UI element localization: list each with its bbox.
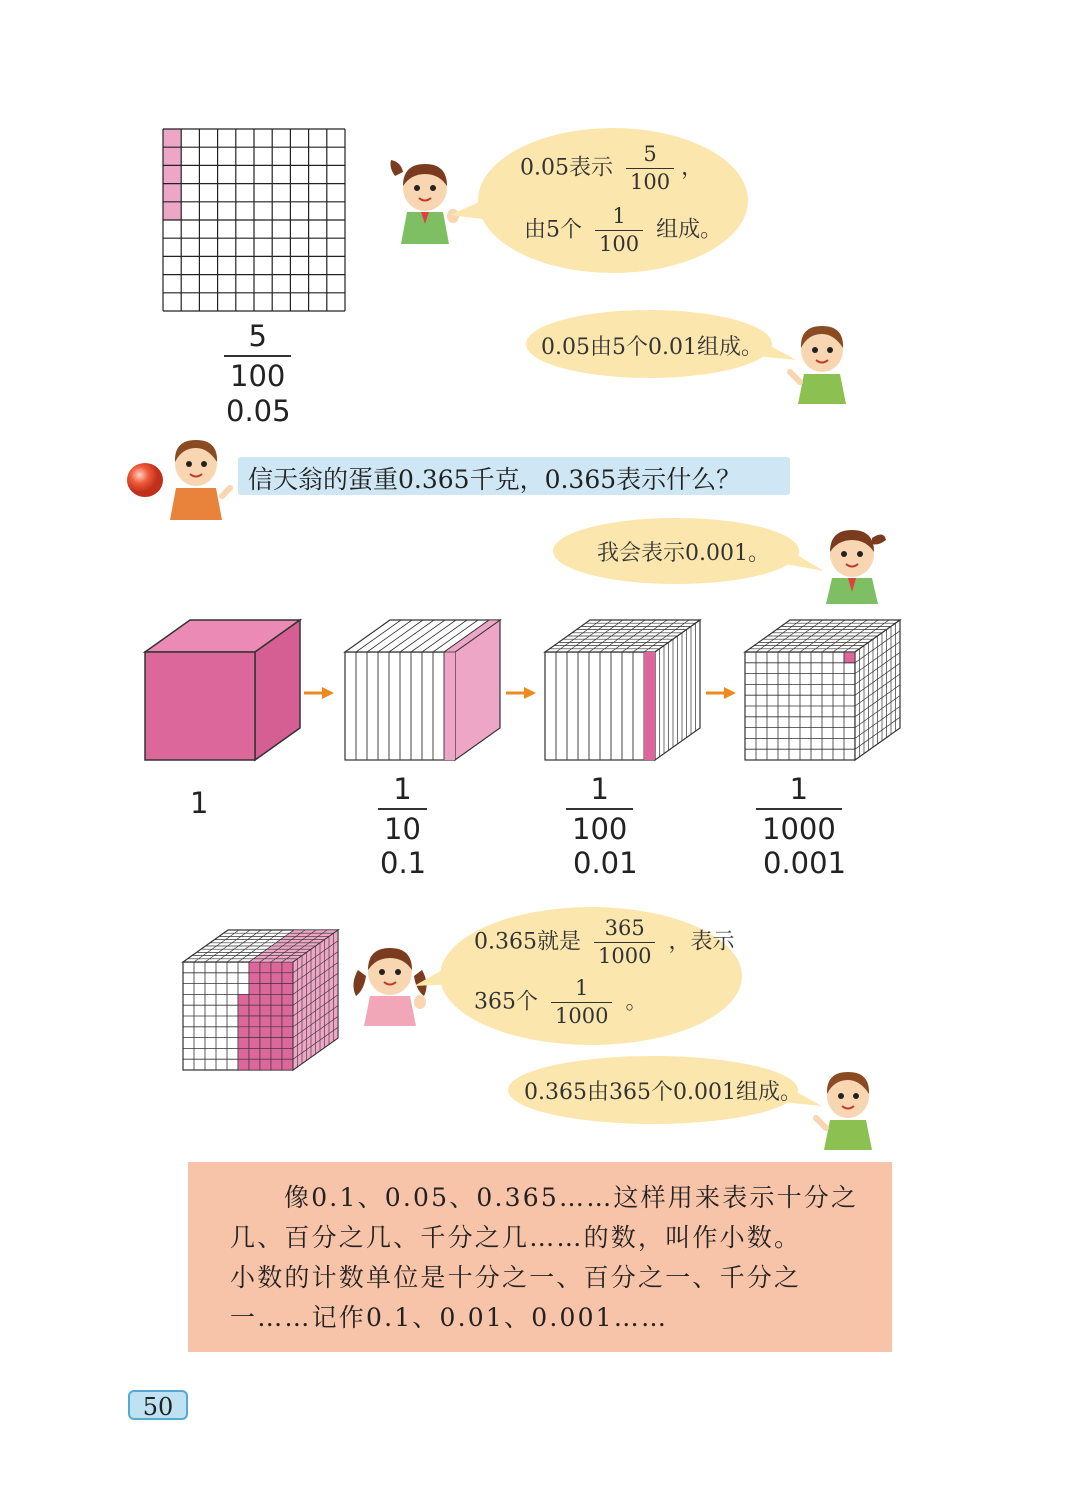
fraction-numerator: 1 <box>612 204 626 228</box>
fraction-denominator: 1000 <box>551 1002 612 1027</box>
bubble-boy-bottom-text: 0.365由365个0.001组成。 <box>524 1080 802 1105</box>
cube-one <box>140 616 304 766</box>
cube-tenth <box>340 616 504 766</box>
fraction-numerator: 365 <box>604 916 645 940</box>
bubble-text: 。 <box>625 989 648 1015</box>
boy-character-icon <box>810 1068 882 1150</box>
cube-fraction-thousandth <box>756 772 842 846</box>
fraction-numerator: 5 <box>643 142 657 166</box>
grid-fraction <box>224 319 291 393</box>
question-text: 信天翁的蛋重0.365千克，0.365表示什么？ <box>248 465 742 494</box>
fraction <box>594 918 655 967</box>
grid-fraction-denominator: 100 <box>224 355 291 391</box>
bubble-girl-mid-text: 我会表示0.001。 <box>597 541 770 566</box>
girl-character-icon <box>812 524 892 604</box>
cube-decimal-thousandth: 0.001 <box>763 846 847 880</box>
grid-decimal: 0.05 <box>226 394 291 428</box>
fraction-denominator: 100 <box>595 230 643 255</box>
fraction-denominator: 100 <box>626 168 674 193</box>
definition-line-2: 几、百分之几、千分之几……的数，叫作小数。 <box>230 1223 802 1252</box>
fraction-denominator: 100 <box>566 808 633 844</box>
definition-line-4: 一……记作0.1、0.01、0.001…… <box>230 1303 669 1332</box>
bubble-girl-top-line2 <box>524 206 722 255</box>
fraction <box>595 206 643 255</box>
bubble-boy-top-text: 0.05由5个0.01组成。 <box>541 335 763 360</box>
boy-character-icon <box>162 436 234 520</box>
bubble-text: 0.05表示 <box>520 155 613 181</box>
fraction <box>551 978 612 1027</box>
cube-thousandth <box>740 616 904 766</box>
bubble-girl-top-line1 <box>520 144 703 193</box>
cube-fraction-hundredth <box>566 772 633 846</box>
bubble-tail <box>450 195 495 225</box>
bubble-tail <box>414 960 460 988</box>
cube-decimal-tenth: 0.1 <box>380 846 427 880</box>
bubble-text: 由5个 <box>524 217 582 243</box>
bubble-girl-bottom-line1 <box>474 918 734 967</box>
bubble-text: 365个 <box>474 989 538 1015</box>
arrow-right-icon <box>706 687 736 699</box>
fraction-denominator: 1000 <box>594 942 655 967</box>
fraction <box>626 144 674 193</box>
fraction-denominator: 1000 <box>756 808 842 844</box>
cube-hundredth <box>540 616 704 766</box>
definition-line-1: 像0.1、0.05、0.365……这样用来表示十分之 <box>284 1183 859 1212</box>
fraction-numerator: 1 <box>393 772 412 806</box>
boy-character-icon <box>784 322 856 404</box>
red-ball-icon <box>126 462 164 498</box>
page-number: 50 <box>128 1390 188 1420</box>
cube-decimal-hundredth: 0.01 <box>573 846 638 880</box>
bubble-girl-bottom-line2 <box>474 978 647 1027</box>
fraction-numerator: 1 <box>590 772 609 806</box>
bubble-text: 0.365就是 <box>474 929 581 955</box>
hundred-grid <box>162 128 346 312</box>
arrow-right-icon <box>304 687 334 699</box>
fraction-denominator: 10 <box>378 808 427 844</box>
fraction-numerator: 1 <box>789 772 809 806</box>
bubble-text: ， <box>681 155 704 181</box>
bubble-text: 组成。 <box>656 217 723 243</box>
grid-fraction-numerator: 5 <box>248 319 267 353</box>
cube-label-one: 1 <box>190 786 209 820</box>
definition-line-3: 小数的计数单位是十分之一、百分之一、千分之 <box>230 1263 802 1292</box>
arrow-right-icon <box>506 687 536 699</box>
bubble-text: ，表示 <box>668 929 735 955</box>
cube-365 <box>178 926 342 1076</box>
cube-fraction-tenth <box>378 772 427 846</box>
fraction-numerator: 1 <box>575 976 589 1000</box>
